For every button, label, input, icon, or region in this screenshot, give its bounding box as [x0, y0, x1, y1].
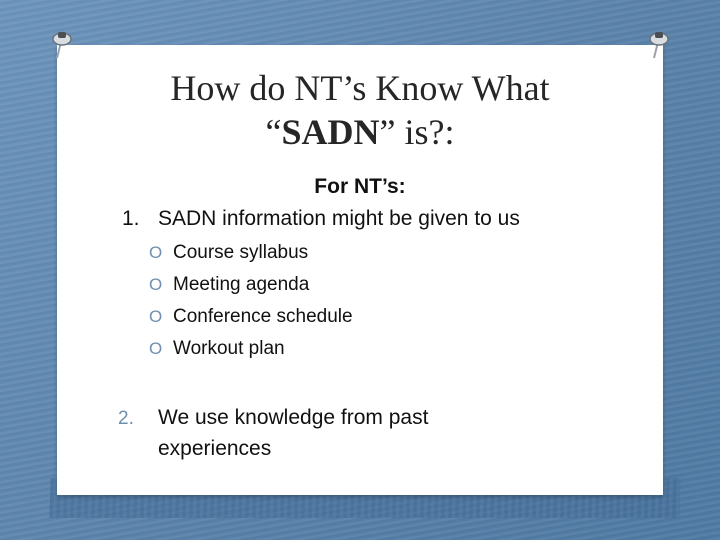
list-item-1	[122, 207, 520, 231]
bullet-marker: O	[149, 275, 163, 294]
bullet-item	[149, 242, 353, 274]
bullet-item	[149, 274, 353, 306]
list-item-text: SADN information might be given to us	[158, 207, 520, 230]
list-number: 2.	[118, 408, 134, 429]
title-acronym: SADN	[281, 112, 380, 152]
thumbtack-icon	[48, 28, 76, 68]
bullet-marker: O	[149, 307, 163, 326]
list-item-2	[118, 403, 428, 464]
bullet-text: Conference schedule	[173, 306, 353, 327]
title-rest: ” is?:	[379, 112, 455, 152]
title-quote-open: “	[265, 112, 282, 152]
slide-title	[57, 66, 663, 154]
bullet-item	[149, 338, 353, 370]
bullet-marker: O	[149, 243, 163, 262]
bullet-marker: O	[149, 339, 163, 358]
thumbtack-icon	[645, 28, 673, 68]
sub-bullet-list	[149, 242, 353, 370]
title-line-2	[57, 110, 663, 154]
subheading: For NT’s:	[314, 175, 406, 198]
title-line-1: How do NT’s Know What	[170, 68, 550, 108]
bullet-text: Workout plan	[173, 338, 285, 359]
list-item-text: We use knowledge from past	[158, 406, 429, 429]
list-item-text-continued: experiences	[158, 437, 272, 460]
list-number: 1.	[122, 207, 140, 230]
bullet-text: Meeting agenda	[173, 274, 310, 295]
bullet-text: Course syllabus	[173, 242, 309, 263]
bullet-item	[149, 306, 353, 338]
